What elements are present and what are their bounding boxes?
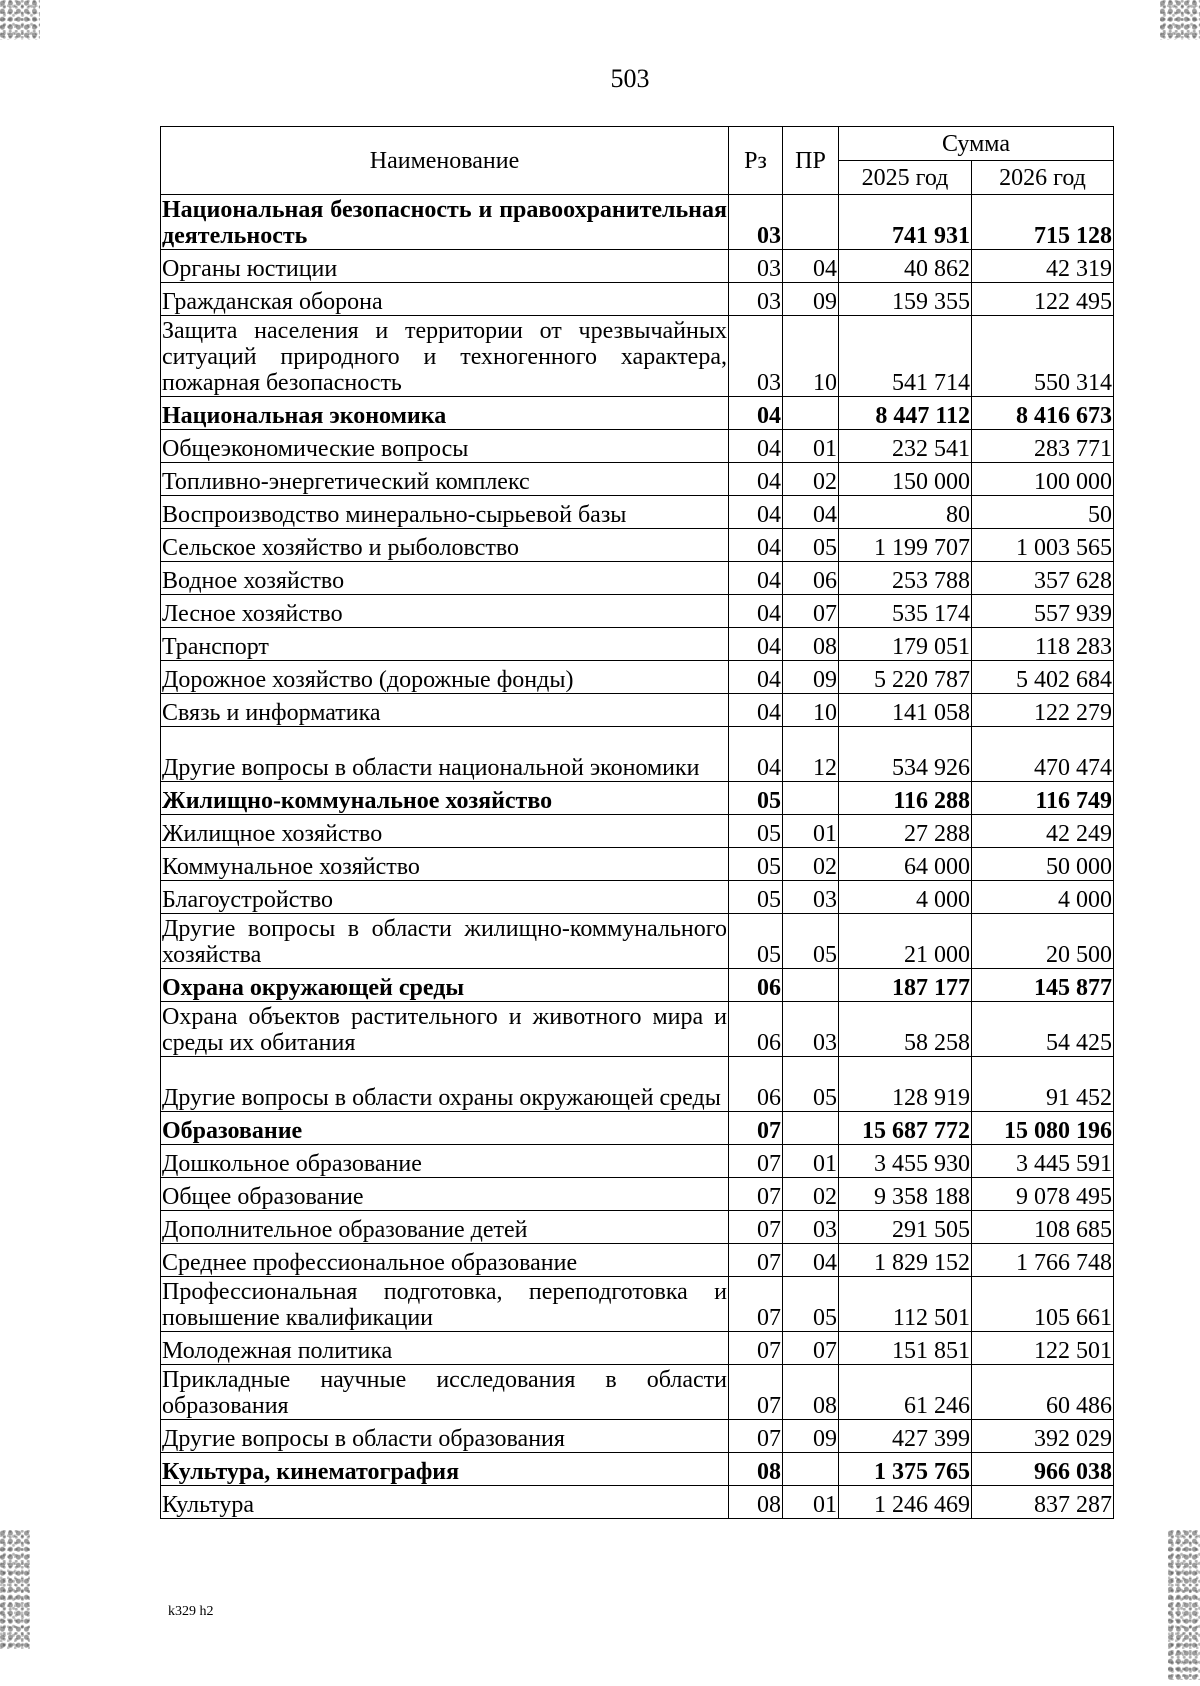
row-name: Профессиональная подготовка, переподготовка и повышение квалификации — [161, 1277, 729, 1332]
scan-noise-top-left — [0, 0, 40, 40]
row-sum-2025: 15 687 772 — [839, 1112, 972, 1145]
table-row — [161, 1057, 1114, 1112]
row-pr-code: 12 — [783, 727, 839, 782]
table-row — [161, 283, 1114, 316]
row-sum-2026: 283 771 — [972, 430, 1114, 463]
row-sum-2025: 534 926 — [839, 727, 972, 782]
row-sum-2025: 64 000 — [839, 848, 972, 881]
row-sum-2026: 3 445 591 — [972, 1145, 1114, 1178]
row-rz-code: 06 — [729, 969, 783, 1002]
row-sum-2025: 128 919 — [839, 1057, 972, 1112]
table-row — [161, 529, 1114, 562]
header-sum: Сумма — [839, 127, 1114, 161]
row-rz-code: 04 — [729, 595, 783, 628]
row-sum-2026: 122 495 — [972, 283, 1114, 316]
row-rz-code: 07 — [729, 1420, 783, 1453]
row-sum-2025: 187 177 — [839, 969, 972, 1002]
row-sum-2025: 1 375 765 — [839, 1453, 972, 1486]
table-row — [161, 1211, 1114, 1244]
row-name: Дополнительное образование детей — [161, 1211, 729, 1244]
row-pr-code: 05 — [783, 914, 839, 969]
row-sum-2026: 42 319 — [972, 250, 1114, 283]
row-pr-code: 06 — [783, 562, 839, 595]
row-rz-code: 04 — [729, 562, 783, 595]
row-pr-code: 05 — [783, 1277, 839, 1332]
row-name: Культура, кинематография — [161, 1453, 729, 1486]
table-row — [161, 316, 1114, 397]
row-name: Культура — [161, 1486, 729, 1519]
row-name: Жилищно-коммунальное хозяйство — [161, 782, 729, 815]
row-sum-2025: 21 000 — [839, 914, 972, 969]
row-rz-code: 07 — [729, 1145, 783, 1178]
row-pr-code: 05 — [783, 1057, 839, 1112]
row-pr-code: 01 — [783, 815, 839, 848]
footer-code: k329 h2 — [168, 1604, 214, 1619]
table-row — [161, 1277, 1114, 1332]
row-rz-code: 03 — [729, 283, 783, 316]
row-name: Общее образование — [161, 1178, 729, 1211]
row-name: Благоустройство — [161, 881, 729, 914]
row-sum-2025: 427 399 — [839, 1420, 972, 1453]
header-year-2026: 2026 год — [972, 161, 1114, 195]
row-sum-2026: 1 003 565 — [972, 529, 1114, 562]
table-row — [161, 1145, 1114, 1178]
row-sum-2026: 122 279 — [972, 694, 1114, 727]
row-rz-code: 03 — [729, 195, 783, 250]
row-rz-code: 06 — [729, 1057, 783, 1112]
row-name: Защита населения и территории от чрезвычайных ситуаций природного и техногенного характера, пожарная безопасность — [161, 316, 729, 397]
table-row — [161, 1453, 1114, 1486]
row-pr-code: 02 — [783, 848, 839, 881]
row-sum-2026: 1 766 748 — [972, 1244, 1114, 1277]
row-pr-code — [783, 397, 839, 430]
budget-table — [160, 126, 1114, 1519]
row-pr-code — [783, 195, 839, 250]
row-name: Воспроизводство минерально-сырьевой базы — [161, 496, 729, 529]
row-name: Национальная безопасность и правоохранительная деятельность — [161, 195, 729, 250]
row-name: Национальная экономика — [161, 397, 729, 430]
row-sum-2026: 54 425 — [972, 1002, 1114, 1057]
row-name: Другие вопросы в области жилищно-коммунального хозяйства — [161, 914, 729, 969]
row-name: Другие вопросы в области национальной экономики — [161, 727, 729, 782]
row-pr-code: 08 — [783, 1365, 839, 1420]
row-sum-2025: 1 246 469 — [839, 1486, 972, 1519]
row-pr-code: 01 — [783, 1145, 839, 1178]
row-pr-code: 10 — [783, 316, 839, 397]
row-sum-2026: 50 — [972, 496, 1114, 529]
row-pr-code — [783, 1112, 839, 1145]
row-sum-2026: 966 038 — [972, 1453, 1114, 1486]
header-pr: ПР — [783, 127, 839, 195]
row-sum-2025: 116 288 — [839, 782, 972, 815]
row-sum-2025: 58 258 — [839, 1002, 972, 1057]
row-name: Среднее профессиональное образование — [161, 1244, 729, 1277]
row-name: Прикладные научные исследования в области образования — [161, 1365, 729, 1420]
row-pr-code: 04 — [783, 1244, 839, 1277]
table-row — [161, 562, 1114, 595]
page-number: 503 — [610, 64, 650, 93]
row-name: Топливно-энергетический комплекс — [161, 463, 729, 496]
row-pr-code — [783, 782, 839, 815]
row-sum-2026: 108 685 — [972, 1211, 1114, 1244]
row-name: Образование — [161, 1112, 729, 1145]
row-rz-code: 07 — [729, 1112, 783, 1145]
row-rz-code: 04 — [729, 529, 783, 562]
row-sum-2025: 232 541 — [839, 430, 972, 463]
row-pr-code: 02 — [783, 1178, 839, 1211]
table-row — [161, 661, 1114, 694]
row-rz-code: 04 — [729, 463, 783, 496]
table-row — [161, 195, 1114, 250]
table-header — [161, 127, 1114, 195]
row-pr-code: 01 — [783, 1486, 839, 1519]
table-row — [161, 463, 1114, 496]
row-sum-2026: 4 000 — [972, 881, 1114, 914]
table-row — [161, 1486, 1114, 1519]
table-row — [161, 969, 1114, 1002]
row-name: Другие вопросы в области охраны окружающей среды — [161, 1057, 729, 1112]
row-sum-2026: 392 029 — [972, 1420, 1114, 1453]
row-sum-2026: 8 416 673 — [972, 397, 1114, 430]
row-rz-code: 03 — [729, 316, 783, 397]
header-year-2025: 2025 год — [839, 161, 972, 195]
row-pr-code: 02 — [783, 463, 839, 496]
row-sum-2026: 9 078 495 — [972, 1178, 1114, 1211]
row-sum-2026: 20 500 — [972, 914, 1114, 969]
row-sum-2025: 8 447 112 — [839, 397, 972, 430]
row-sum-2025: 159 355 — [839, 283, 972, 316]
row-name: Другие вопросы в области образования — [161, 1420, 729, 1453]
row-name: Связь и информатика — [161, 694, 729, 727]
row-rz-code: 05 — [729, 782, 783, 815]
row-sum-2025: 9 358 188 — [839, 1178, 972, 1211]
row-sum-2025: 40 862 — [839, 250, 972, 283]
row-rz-code: 04 — [729, 496, 783, 529]
table-row — [161, 1178, 1114, 1211]
row-sum-2026: 105 661 — [972, 1277, 1114, 1332]
table-row — [161, 694, 1114, 727]
row-sum-2025: 141 058 — [839, 694, 972, 727]
row-sum-2025: 253 788 — [839, 562, 972, 595]
row-rz-code: 07 — [729, 1365, 783, 1420]
row-pr-code: 04 — [783, 496, 839, 529]
table-row — [161, 1420, 1114, 1453]
row-sum-2026: 122 501 — [972, 1332, 1114, 1365]
scan-noise-bottom-left — [0, 1530, 30, 1650]
row-sum-2025: 1 199 707 — [839, 529, 972, 562]
row-name: Органы юстиции — [161, 250, 729, 283]
row-name: Водное хозяйство — [161, 562, 729, 595]
row-rz-code: 04 — [729, 628, 783, 661]
row-sum-2026: 91 452 — [972, 1057, 1114, 1112]
table-row — [161, 595, 1114, 628]
row-sum-2026: 118 283 — [972, 628, 1114, 661]
row-sum-2026: 15 080 196 — [972, 1112, 1114, 1145]
table-row — [161, 1244, 1114, 1277]
table-row — [161, 1365, 1114, 1420]
row-pr-code: 04 — [783, 250, 839, 283]
row-rz-code: 04 — [729, 661, 783, 694]
row-rz-code: 04 — [729, 397, 783, 430]
row-name: Охрана окружающей среды — [161, 969, 729, 1002]
row-pr-code: 09 — [783, 283, 839, 316]
row-sum-2026: 715 128 — [972, 195, 1114, 250]
header-name: Наименование — [161, 127, 729, 195]
row-sum-2025: 5 220 787 — [839, 661, 972, 694]
row-sum-2026: 550 314 — [972, 316, 1114, 397]
row-name: Сельское хозяйство и рыболовство — [161, 529, 729, 562]
row-rz-code: 05 — [729, 848, 783, 881]
row-name: Дорожное хозяйство (дорожные фонды) — [161, 661, 729, 694]
header-rz: Рз — [729, 127, 783, 195]
table-row — [161, 782, 1114, 815]
row-sum-2026: 357 628 — [972, 562, 1114, 595]
row-rz-code: 08 — [729, 1486, 783, 1519]
row-rz-code: 07 — [729, 1211, 783, 1244]
row-sum-2025: 3 455 930 — [839, 1145, 972, 1178]
row-sum-2025: 1 829 152 — [839, 1244, 972, 1277]
row-sum-2026: 42 249 — [972, 815, 1114, 848]
row-pr-code: 03 — [783, 881, 839, 914]
row-sum-2025: 27 288 — [839, 815, 972, 848]
row-pr-code: 07 — [783, 1332, 839, 1365]
row-sum-2025: 535 174 — [839, 595, 972, 628]
row-sum-2025: 4 000 — [839, 881, 972, 914]
row-name: Охрана объектов растительного и животного мира и среды их обитания — [161, 1002, 729, 1057]
row-name: Транспорт — [161, 628, 729, 661]
row-pr-code — [783, 1453, 839, 1486]
table-row — [161, 397, 1114, 430]
table-row — [161, 628, 1114, 661]
row-sum-2025: 541 714 — [839, 316, 972, 397]
row-sum-2025: 112 501 — [839, 1277, 972, 1332]
row-sum-2025: 291 505 — [839, 1211, 972, 1244]
row-pr-code: 10 — [783, 694, 839, 727]
row-rz-code: 05 — [729, 815, 783, 848]
table-row — [161, 881, 1114, 914]
table-row — [161, 250, 1114, 283]
row-name: Дошкольное образование — [161, 1145, 729, 1178]
row-rz-code: 05 — [729, 914, 783, 969]
row-sum-2026: 145 877 — [972, 969, 1114, 1002]
row-sum-2025: 741 931 — [839, 195, 972, 250]
row-name: Молодежная политика — [161, 1332, 729, 1365]
row-rz-code: 07 — [729, 1244, 783, 1277]
row-rz-code: 04 — [729, 694, 783, 727]
row-pr-code: 05 — [783, 529, 839, 562]
row-rz-code: 07 — [729, 1277, 783, 1332]
row-pr-code: 09 — [783, 661, 839, 694]
row-pr-code: 01 — [783, 430, 839, 463]
row-sum-2026: 100 000 — [972, 463, 1114, 496]
row-rz-code: 05 — [729, 881, 783, 914]
row-sum-2025: 61 246 — [839, 1365, 972, 1420]
table-row — [161, 727, 1114, 782]
row-pr-code: 03 — [783, 1002, 839, 1057]
row-name: Лесное хозяйство — [161, 595, 729, 628]
row-sum-2026: 116 749 — [972, 782, 1114, 815]
table-row — [161, 496, 1114, 529]
row-pr-code: 03 — [783, 1211, 839, 1244]
row-rz-code: 06 — [729, 1002, 783, 1057]
row-pr-code: 08 — [783, 628, 839, 661]
row-sum-2026: 837 287 — [972, 1486, 1114, 1519]
table-row — [161, 430, 1114, 463]
row-sum-2026: 470 474 — [972, 727, 1114, 782]
row-sum-2026: 50 000 — [972, 848, 1114, 881]
row-name: Гражданская оборона — [161, 283, 729, 316]
row-sum-2025: 150 000 — [839, 463, 972, 496]
row-rz-code: 07 — [729, 1332, 783, 1365]
row-rz-code: 08 — [729, 1453, 783, 1486]
table-body — [161, 195, 1114, 1519]
row-rz-code: 04 — [729, 727, 783, 782]
table-row — [161, 1332, 1114, 1365]
row-sum-2025: 179 051 — [839, 628, 972, 661]
table-row — [161, 1002, 1114, 1057]
table-row — [161, 914, 1114, 969]
scan-noise-bottom-right — [1168, 1530, 1200, 1680]
table-row — [161, 1112, 1114, 1145]
row-pr-code: 09 — [783, 1420, 839, 1453]
row-rz-code: 04 — [729, 430, 783, 463]
row-sum-2026: 557 939 — [972, 595, 1114, 628]
row-name: Жилищное хозяйство — [161, 815, 729, 848]
row-sum-2025: 151 851 — [839, 1332, 972, 1365]
row-pr-code — [783, 969, 839, 1002]
row-sum-2026: 5 402 684 — [972, 661, 1114, 694]
row-sum-2026: 60 486 — [972, 1365, 1114, 1420]
row-rz-code: 07 — [729, 1178, 783, 1211]
row-name: Общеэкономические вопросы — [161, 430, 729, 463]
row-rz-code: 03 — [729, 250, 783, 283]
row-sum-2025: 80 — [839, 496, 972, 529]
row-pr-code: 07 — [783, 595, 839, 628]
scan-noise-top-right — [1160, 0, 1200, 40]
row-name: Коммунальное хозяйство — [161, 848, 729, 881]
table-row — [161, 815, 1114, 848]
table-row — [161, 848, 1114, 881]
